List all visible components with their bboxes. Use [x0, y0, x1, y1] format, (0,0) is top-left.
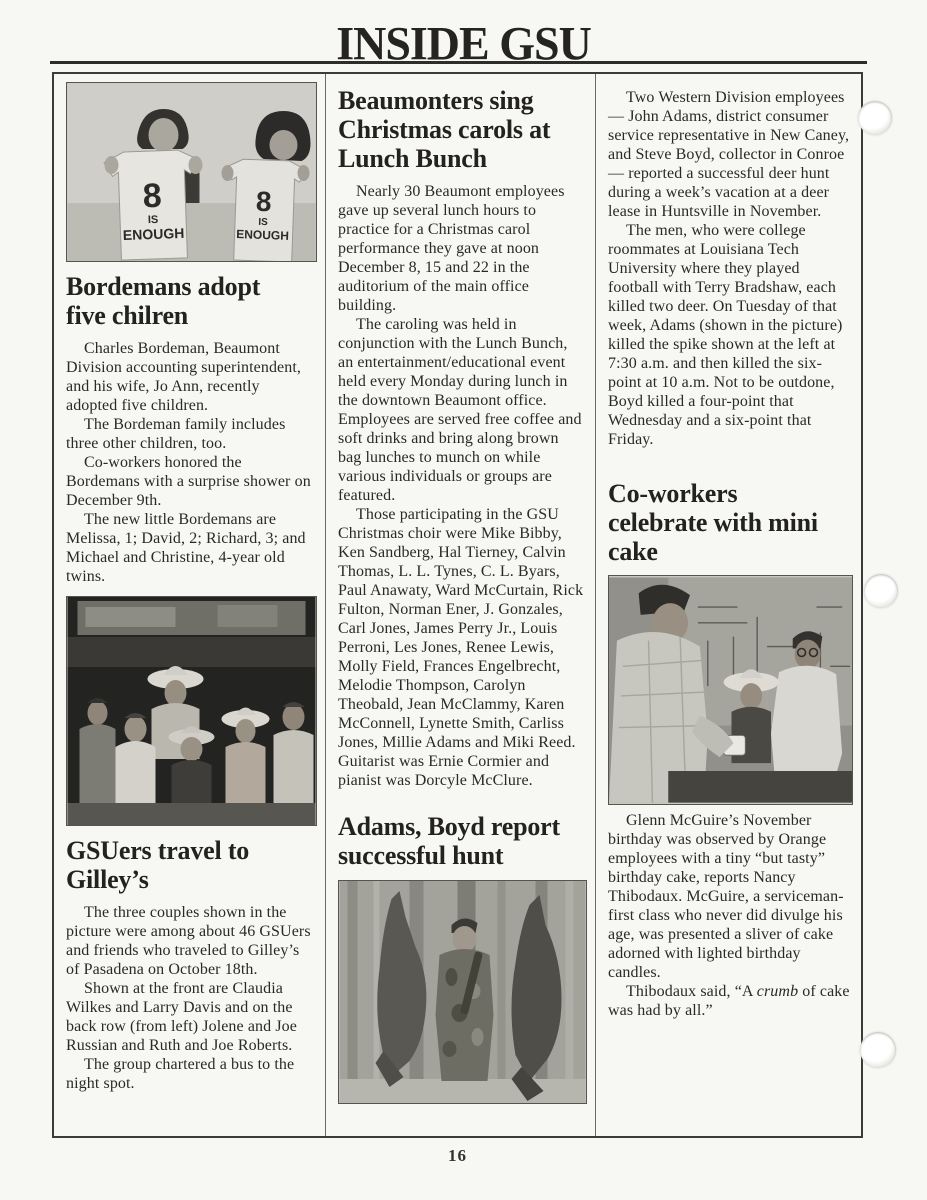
column-left — [54, 74, 326, 1136]
article-paragraph: Co-workers honored the Bordemans with a surprise shower on December 9th. — [66, 454, 311, 510]
headline-cake: Co-workers celebrate with mini cake — [608, 479, 818, 567]
column-middle — [326, 74, 596, 1136]
punch-hole — [858, 101, 892, 135]
shirt-text-8: 8 — [142, 176, 163, 216]
shirt-text-enough: ENOUGH — [236, 227, 290, 243]
shirt-text-is: IS — [258, 216, 268, 229]
shirt-text-is: IS — [147, 213, 159, 227]
photo-deer-hunt-wrap — [338, 880, 585, 1104]
quote-crumb-italic: crumb — [756, 983, 799, 1001]
article-paragraph: The Bordeman family includes three other children, too. — [66, 416, 286, 453]
article-paragraph: The group chartered a bus to the night spot. — [66, 1056, 295, 1093]
content-box — [52, 72, 863, 1138]
photo-birthday-cake-wrap — [608, 575, 851, 805]
photo-deer-hunt — [338, 880, 587, 1104]
photo-gilleys-group-wrap — [66, 596, 315, 826]
shirt-text-enough: ENOUGH — [122, 224, 185, 244]
photo-birthday-cake — [608, 575, 853, 805]
article-paragraph: The men, who were college roommates at Louisiana Tech University where they played football with Terry Bradshaw, each killed two deer. On Tuesday of that week, Adams (shown in the picture) killed the spike shown at the left at 7:30 a.m. and then killed the six-point at 10 a.m. Not to be outdone, Boyd killed a four-point that Wednesday and a six-point that Friday. — [608, 222, 843, 448]
headline-bordemans: Bordemans adopt five chilren — [66, 272, 261, 331]
article-paragraph: Two Western Division employees — John Adams, district consumer service representative in New Caney, and Steve Boyd, collector in Conroe — reported a successful deer hunt during a week’s vacation at a deer lease in Huntsville in November. — [608, 89, 850, 220]
column-right — [596, 74, 861, 1136]
page-number: 16 — [448, 1146, 467, 1165]
article-paragraph: Nearly 30 Beaumont employees gave up several lunch hours to practice for a Christmas carol performance they gave at noon December 8, 15 and 22 in the auditorium of the main office building. — [338, 183, 565, 315]
article-paragraph: The new little Bordemans are Melissa, 1; David, 2; Richard, 3; and Michael and Christine, 4-year old twins. — [66, 511, 306, 586]
shirt-text-8: 8 — [255, 185, 273, 218]
article-paragraph: Shown at the front are Claudia Wilkes and Larry Davis and on the back row (from left) Jolene and Joe Russian and Ruth and Joe Roberts. — [66, 980, 297, 1055]
article-paragraph — [608, 982, 851, 1020]
punch-hole — [860, 1032, 896, 1068]
article-paragraph: Those participating in the GSU Christmas choir were Mike Bibby, Ken Sandberg, Hal Tierney, Calvin Thomas, L. L. Tynes, C. L. Byars, Paul Anawaty, Ward McCurtain, Rick Fulton, Norman Ener, J. Gonzales, Carl Jones, James Perry Jr., Louis Perroni, Les Jones, Renee Lewis, Molly Field, Frances Engelbrecht, Melodie Thompson, Carolyn Theobald, Jean McClammy, Karen McConnell, Lynette Smith, Carliss Jones, Millie Adams and Miki Reed. Guitarist was Ernie Cormier and pianist was Dorcyle McClure. — [338, 506, 584, 790]
masthead-title: INSIDE GSU — [336, 16, 591, 71]
quote-post: of cake was had by all.” — [608, 983, 850, 1020]
punch-hole — [864, 574, 898, 608]
article-paragraph: Glenn McGuire’s November birthday was observed by Orange employees with a tiny “but tasty” birthday cake, reports Nancy Thibodaux. McGuire, a serviceman-first class who never did divulge his age, was presented a sliver of cake adorned with lighted birthday candles. — [608, 812, 844, 982]
article-paragraph: The three couples shown in the picture were among about 46 GSUers and friends who traveled to Gilley’s of Pasadena on October 18th. — [66, 904, 311, 979]
quote-pre: Thibodaux said, “A — [626, 983, 757, 1001]
photo-gilleys-group — [66, 596, 317, 826]
photo-eight-is-enough-wrap — [66, 82, 315, 262]
article-paragraph: The caroling was held in conjunction with the Lunch Bunch, an entertainment/educational event held every Monday during lunch in the downtown Beaumont office. Employees are served free coffee and soft drinks and bring along brown bag lunches to munch on while various individuals or groups are featured. — [338, 316, 582, 505]
headline-carols: Beaumonters sing Christmas carols at Lunch Bunch — [338, 86, 551, 174]
photo-eight-is-enough — [66, 82, 317, 262]
headline-gilleys: GSUers travel to Gilley’s — [66, 836, 250, 895]
article-paragraph: Charles Bordeman, Beaumont Division accounting superintendent, and his wife, Jo Ann, recently adopted five children. — [66, 340, 302, 415]
headline-adams-boyd: Adams, Boyd report successful hunt — [338, 812, 560, 871]
